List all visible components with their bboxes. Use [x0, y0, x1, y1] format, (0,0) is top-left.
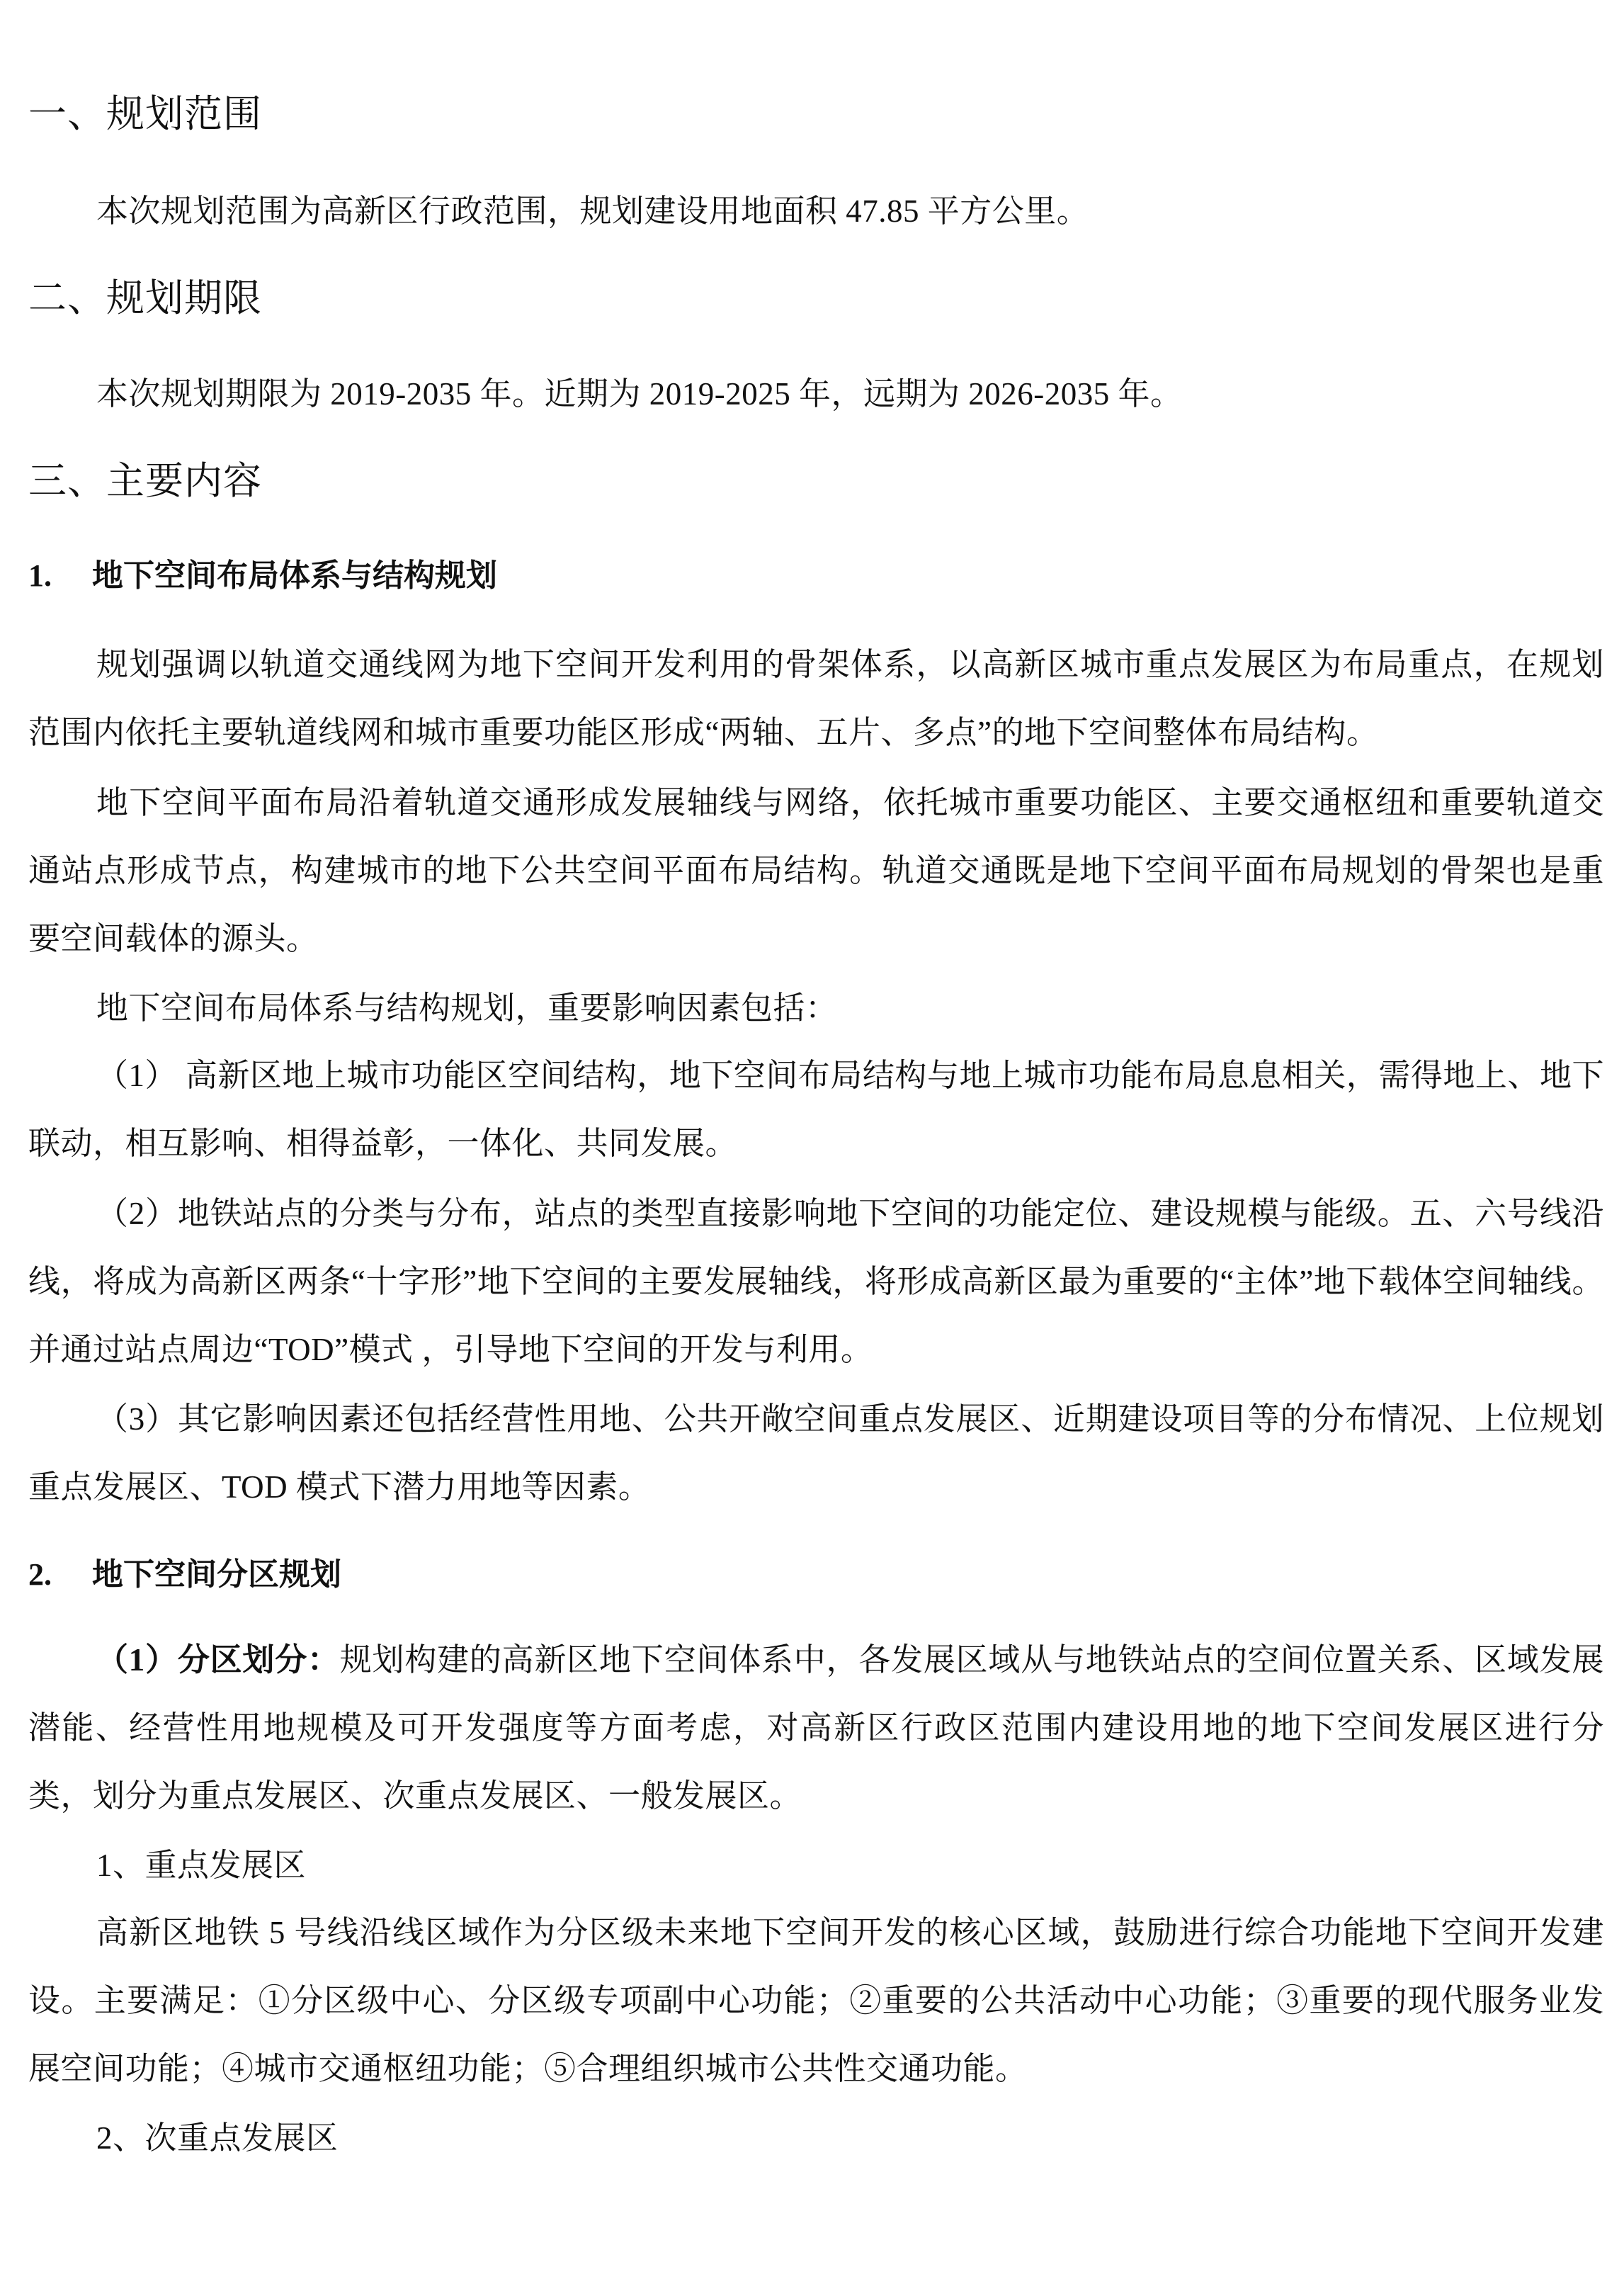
item-secondary-development-zone-title: 2、次重点发展区: [96, 2120, 339, 2156]
subheading-layout-structure: [28, 556, 497, 596]
paragraph-layout-2: 地下空间平面布局沿着轨道交通形成发展轴线与网络，依托城市重要功能区、主要交通枢纽和重要轨道交通站点形成节点，构建城市的地下公共空间平面布局结构。轨道交通既是地下空间平面布局规划的骨架也是重要空间载体的源头。: [28, 785, 1604, 956]
subheading-title: 地下空间分区规划: [92, 1557, 341, 1592]
paragraph-layout-1: 规划强调以轨道交通线网为地下空间开发利用的骨架体系，以高新区城市重点发展区为布局重点，在规划范围内依托主要轨道线网和城市重要功能区形成“两轴、五片、多点”的地下空间整体布局结构。: [28, 647, 1604, 750]
paragraph-key-development-zone: 高新区地铁 5 号线沿线区域作为分区级未来地下空间开发的核心区域，鼓励进行综合功能地下空间开发建设。主要满足：①分区级中心、分区级专项副中心功能；②重要的公共活动中心功能；③重要的现代服务业发展空间功能；④城市交通枢纽功能；⑤合理组织城市公共性交通功能。: [28, 1915, 1604, 2086]
paragraph-layout-factor-2: （2）地铁站点的分类与分布，站点的类型直接影响地下空间的功能定位、建设规模与能级。五、六号线沿线，将成为高新区两条“十字形”地下空间的主要发展轴线，将形成高新区最为重要的“主体”地下载体空间轴线。并通过站点周边“TOD”模式 ，引导地下空间的开发与利用。: [28, 1196, 1604, 1367]
subheading-zoning: [28, 1555, 341, 1595]
paragraph-layout-factor-3: （3）其它影响因素还包括经营性用地、公共开敞空间重点发展区、近期建设项目等的分布情况、上位规划重点发展区、TOD 模式下潜力用地等因素。: [28, 1401, 1604, 1505]
paragraph-planning-scope: 本次规划范围为高新区行政范围，规划建设用地面积 47.85 平方公里。: [96, 193, 1089, 229]
zoning-lead-text: 规划构建的高新区地下空间体系中，各发展区域从与地铁站点的空间位置关系、区域发展潜能、经营性用地规模及可开发强度等方面考虑，对高新区行政区范围内建设用地的地下空间发展区进行分类，划分为重点发展区、次重点发展区、一般发展区。: [28, 1642, 1604, 1814]
heading-planning-period: 二、规划期限: [28, 277, 262, 319]
paragraph-zoning-classification: [28, 1626, 1604, 1830]
paragraph-layout-3: 地下空间布局体系与结构规划，重要影响因素包括：: [96, 990, 838, 1026]
zoning-lead-label: （1）分区划分：: [96, 1642, 340, 1678]
item-key-development-zone-title: 1、重点发展区: [96, 1848, 307, 1883]
paragraph-layout-factor-1: （1） 高新区地上城市功能区空间结构，地下空间布局结构与地上城市功能布局息息相关，需得地上、地下联动，相互影响、相得益彰，一体化、共同发展。: [28, 1058, 1604, 1161]
heading-planning-scope: 一、规划范围: [28, 93, 262, 135]
paragraph-planning-period: 本次规划期限为 2019-2035 年。近期为 2019-2025 年，远期为 2026-2035 年。: [96, 376, 1183, 412]
subheading-number: 2.: [28, 1557, 52, 1592]
subheading-number: 1.: [28, 558, 52, 593]
subheading-title: 地下空间布局体系与结构规划: [92, 558, 497, 593]
heading-main-content: 三、主要内容: [28, 460, 262, 502]
